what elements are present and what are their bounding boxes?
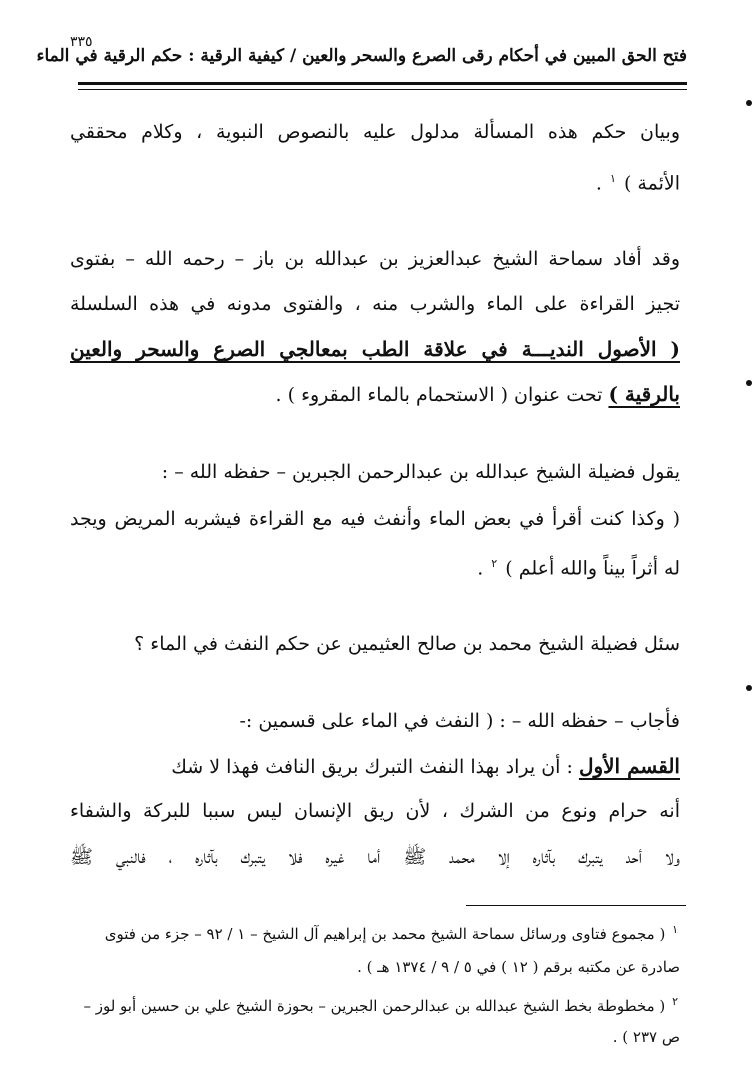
paragraph-line: وبيان حكم هذه المسألة مدلول عليه بالنصوص النبوية ، وكلام محققي [70,121,680,143]
paragraph-line [70,165,680,197]
paragraph-line [70,380,680,409]
paragraph-line: وقد أفاد سماحة الشيخ عبدالعزيز بن عبدالله بن باز – رحمه الله – بفتوى [70,248,680,270]
paragraph-line: أنه حرام ونوع من الشرك ، لأن ريق الإنسان ليس سببا للبركة والشفاء [70,800,680,822]
footnote-2-line [70,990,680,1018]
paragraph-line: ولا أحد يتبرك بآثاره إلا محمد ﷺ أما غيره فلا يتبرك بآثاره ، فالنبي ﷺ [70,846,680,868]
paragraph-line: سئل فضيلة الشيخ محمد بن صالح العثيمين عن حكم النفث في الماء ؟ [134,633,680,655]
header-rule-thick [78,82,687,85]
footnote-separator [466,905,686,906]
paragraph-line: ( وكذا كنت أقرأ في بعض الماء وأنفث فيه مع القراءة فيشربه المريض ويجد [70,508,680,530]
line-end: . [595,172,602,195]
header-rule-thin [78,89,687,90]
footnote-ref-2[interactable]: ٢ [491,557,498,570]
paragraph-line: فأجاب – حفظه الله – : ( النفث في الماء على قسمين :- [239,710,680,732]
paragraph-line [70,550,680,582]
book-title-end: بالرقية ) [608,382,680,406]
footnote-number: ١ [672,923,678,936]
margin-dot [746,685,752,691]
book-title-line: ( الأصول النديـــة في علاقة الطب بمعالجي الصرع والسحر والعين [70,337,680,361]
section-label: القسم الأول [578,754,680,778]
footnote-1-line [70,918,680,946]
footnote-ref-1[interactable]: ١ [610,172,616,185]
line-end: . [477,557,484,580]
footnote-text: ( مخطوطة بخط الشيخ عبدالله بن عبدالرحمن الجبرين – بحوزة الشيخ علي بن حسين أبو لوز – [83,997,666,1015]
line-text: تحت عنوان ( الاستحمام بالماء المقروء ) . [275,384,603,406]
paragraph-line: يقول فضيلة الشيخ عبدالله بن عبدالرحمن الجبرين – حفظه الله – : [161,461,680,483]
footnote-2-line: ص ٢٣٧ ) . [612,1028,680,1046]
paragraph-line [70,752,680,781]
page-number: ٣٣٥ [70,34,93,50]
footnote-text: ( مجموع فتاوى ورسائل سماحة الشيخ محمد بن إبراهيم آل الشيخ – ١ / ٩٢ – جزء من فتوى [104,925,666,943]
header-title: فتح الحق المبين في أحكام رقى الصرع والسحر والعين / كيفية الرقية : حكم الرقية في الماء [36,46,687,66]
line-text: له أثراً بيناً والله أعلم ) [505,557,680,580]
footnote-number: ٢ [672,995,678,1008]
margin-dot [746,100,752,106]
line-text: : أن يراد بهذا النفث التبرك بريق النافث فهذا لا شك [171,756,573,778]
line-text: الأئمة ) [623,172,680,195]
footnote-1-line: صادرة عن مكتبه برقم ( ١٢ ) في ٥ / ٩ / ١٣٧٤ هـ ) . [357,958,680,976]
paragraph-line: تجيز القراءة على الماء والشرب منه ، والفتوى مدونه في هذه السلسلة [70,293,680,315]
margin-dot [746,380,752,386]
